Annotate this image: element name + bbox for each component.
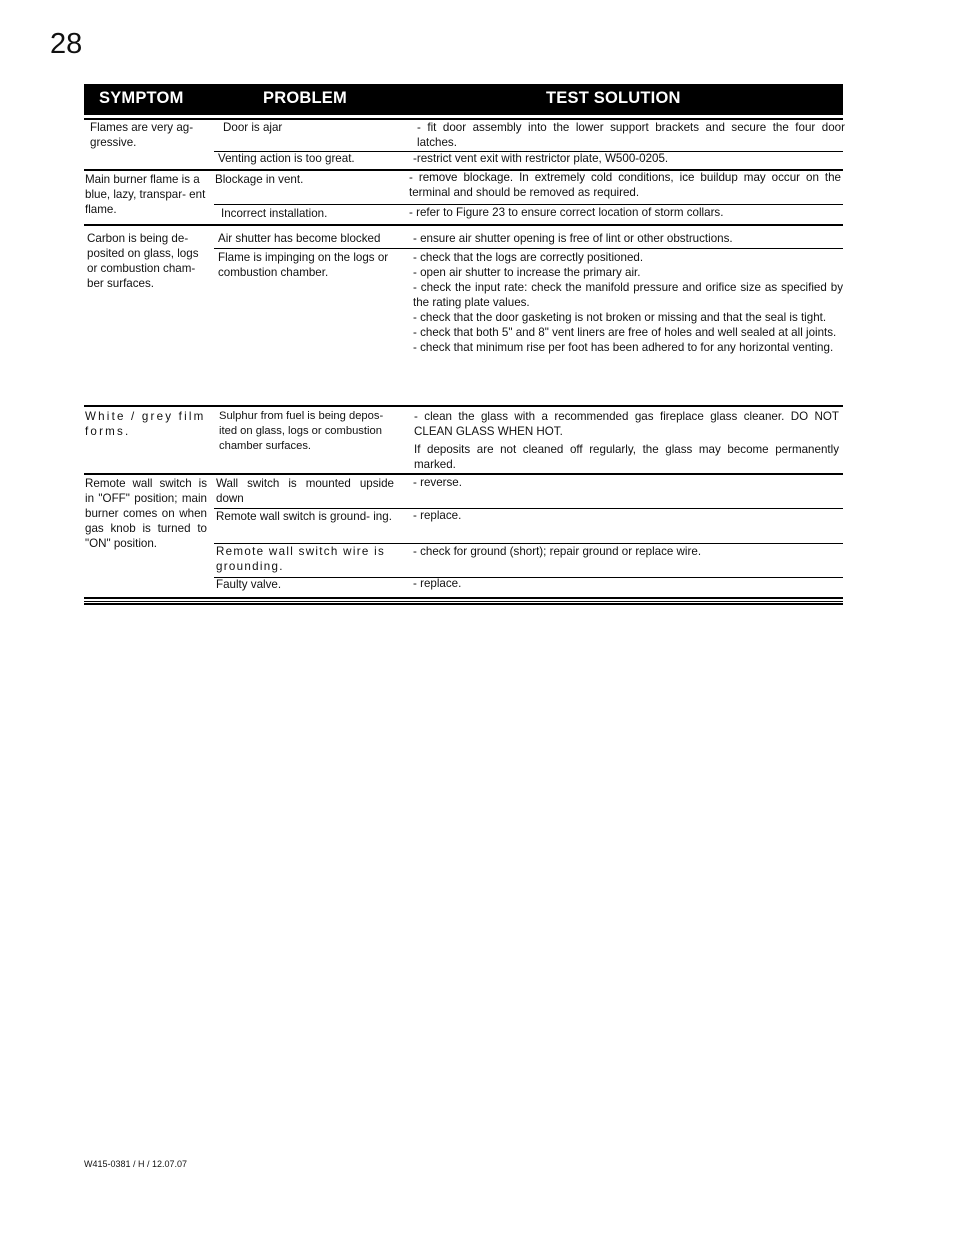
solution-line: If deposits are not cleaned off regularly, the glass may become permanently marked. <box>414 443 839 471</box>
solution-cell <box>413 576 847 591</box>
solution-cell <box>417 120 845 150</box>
divider <box>84 224 843 226</box>
problem-cell: Wall switch is mounted upside down <box>216 477 394 505</box>
header-solution: TEST SOLUTION <box>546 89 681 107</box>
solution-line: - check the input rate: check the manifold pressure and orifice size as specified by the rating plate values. <box>413 281 843 309</box>
solution-line: - clean the glass with a recommended gas fireplace glass cleaner. DO NOT CLEAN GLASS WHEN HOT. <box>414 410 839 438</box>
problem-cell: Sulphur from fuel is being depos- ited on glass, logs or combustion chamber surfaces. <box>219 410 384 452</box>
solution-cell <box>413 231 847 246</box>
solution-line: - check that minimum rise per foot has been adhered to for any horizontal venting. <box>413 341 834 354</box>
solution-line: - check that the logs are correctly positioned. <box>413 251 644 264</box>
problem-cell: Remote wall switch wire is grounding. <box>216 545 386 573</box>
solution-line: - reverse. <box>413 476 462 489</box>
problem-cell: Remote wall switch is ground- ing. <box>216 510 392 523</box>
solution-line: - check for ground (short); repair ground or replace wire. <box>413 545 702 558</box>
divider <box>84 601 843 602</box>
solution-line: - check that the door gasketing is not broken or missing and that the seal is tight. <box>413 311 827 324</box>
divider <box>84 597 843 599</box>
problem-cell: Air shutter has become blocked <box>218 232 381 245</box>
solution-cell <box>414 409 839 472</box>
problem-cell: Door is ajar <box>223 121 283 134</box>
problem-cell: Blockage in vent. <box>215 173 304 186</box>
solution-line: - replace. <box>413 509 462 522</box>
page-number: 28 <box>50 28 83 60</box>
solution-cell <box>409 205 843 220</box>
solution-line: -restrict vent exit with restrictor plate, W500-0205. <box>413 152 669 165</box>
symptom-cell: Main burner flame is a blue, lazy, transpar- ent flame. <box>85 173 206 216</box>
troubleshooting-table <box>84 84 845 591</box>
document-code: W415-0381 / H / 12.07.07 <box>84 1159 188 1169</box>
solution-line: - remove blockage. In extremely cold conditions, ice buildup may occur on the terminal and should be removed as required. <box>409 171 841 199</box>
solution-line: - check that both 5" and 8" vent liners are free of holes and well sealed at all joints. <box>413 326 837 339</box>
solution-cell <box>413 544 847 559</box>
solution-cell <box>413 508 847 523</box>
symptom-cell: White / grey film forms. <box>85 410 206 438</box>
problem-cell: Flame is impinging on the logs or combustion chamber. <box>218 251 389 279</box>
divider <box>84 405 843 407</box>
solution-cell <box>413 475 847 490</box>
symptom-cell: Flames are very ag- gressive. <box>90 121 194 149</box>
table-header <box>84 84 843 115</box>
symptom-cell: Carbon is being de- posited on glass, logs or combustion cham- ber surfaces. <box>87 232 199 290</box>
solution-cell <box>413 250 843 355</box>
divider <box>84 603 843 605</box>
symptom-cell: Remote wall switch is in "OFF" position; main burner comes on when gas knob is turned to "ON" position. <box>85 477 207 550</box>
solution-line: - ensure air shutter opening is free of lint or other obstructions. <box>413 232 733 245</box>
problem-cell: Incorrect installation. <box>221 207 328 220</box>
problem-cell: Faulty valve. <box>216 578 282 591</box>
solution-line: - replace. <box>413 577 462 590</box>
header-symptom: SYMPTOM <box>99 89 184 107</box>
problem-cell: Venting action is too great. <box>218 152 355 165</box>
solution-line: - open air shutter to increase the primary air. <box>413 266 641 279</box>
header-problem: PROBLEM <box>263 89 347 107</box>
divider <box>214 248 843 249</box>
solution-line: - refer to Figure 23 to ensure correct location of storm collars. <box>409 206 724 219</box>
solution-line: - fit door assembly into the lower support brackets and secure the four door latches. <box>417 121 845 149</box>
solution-cell <box>413 151 847 166</box>
solution-cell <box>409 170 841 200</box>
